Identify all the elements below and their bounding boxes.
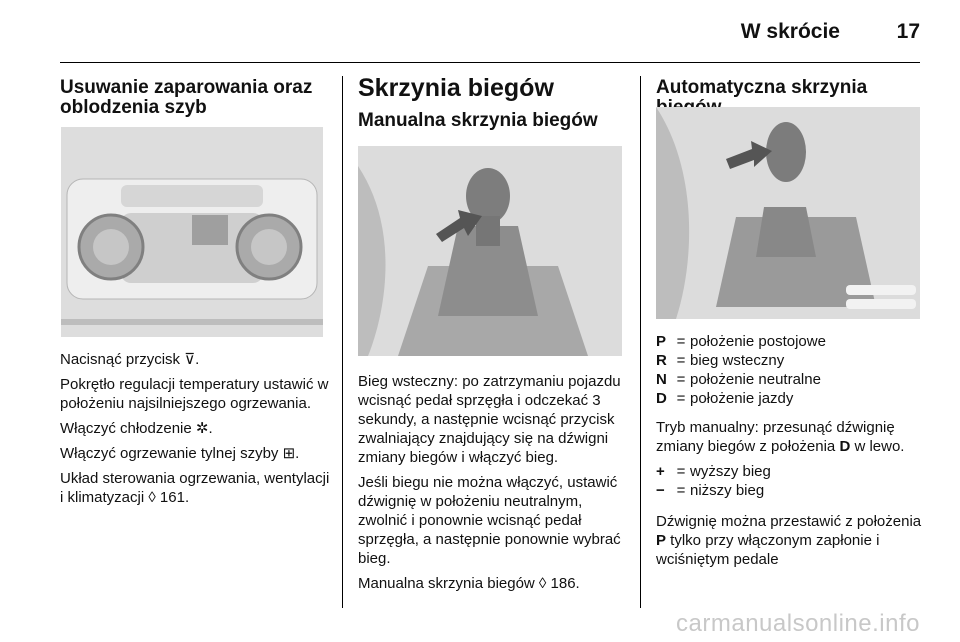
definition-key: P	[656, 333, 667, 350]
section-heading-defrost: Usuwanie zaparowania oraz oblodzenia szyb	[60, 77, 313, 118]
definition-value: położenie postojowe	[690, 333, 826, 350]
definition-value: bieg wsteczny	[690, 352, 785, 369]
definition-value: położenie neutralne	[690, 371, 821, 388]
definition-eq: =	[676, 463, 686, 480]
definition-key: D	[656, 390, 667, 407]
paragraph: Włączyć ogrzewanie tylnej szyby ⊞.	[60, 445, 300, 462]
definition-value: wyższy bieg	[690, 463, 771, 480]
paragraph: Jeśli biegu nie można włączyć, ustawić dźwignię w położeniu neutralnym, zwolnić i ponownie wcisnąć pedał sprzęgła, a następnie ponownie wybrać bieg.	[358, 474, 621, 567]
defrost-steps	[60, 350, 332, 513]
automatic-gear-figure	[656, 107, 920, 319]
paragraph: Bieg wsteczny: po zatrzymaniu pojazdu wcisnąć pedał sprzęgła i odczekać 3 sekundy, a następnie wcisnąć przycisk zwalniający znajdujący się na dźwigni zmiany biegów i włączyć bieg.	[358, 373, 621, 466]
header-divider	[60, 62, 920, 63]
minus-icon: −	[656, 482, 665, 499]
text-key: D	[839, 438, 851, 455]
definition-eq: =	[676, 352, 686, 369]
definition-eq: =	[676, 390, 686, 407]
section-title-transmission: Skrzynia biegów	[358, 74, 554, 102]
watermark: carmanualsonline.info	[676, 610, 920, 637]
shift-definition-row	[656, 462, 928, 481]
climate-panel-illustration	[61, 127, 323, 337]
paragraph: Włączyć chłodzenie ✲.	[60, 420, 213, 437]
definition-eq: =	[676, 482, 686, 499]
column-divider-2	[640, 76, 641, 608]
definition-key: N	[656, 371, 667, 388]
page-number: 17	[896, 20, 920, 43]
column-divider-1	[342, 76, 343, 608]
subsection-heading-manual: Manualna skrzynia biegów	[358, 110, 598, 131]
manual-gear-illustration	[358, 146, 622, 356]
text-run: Dźwignię można przestawić z położenia	[656, 513, 922, 530]
gear-positions-list	[656, 332, 928, 575]
automatic-gear-illustration	[656, 107, 920, 319]
paragraph: Układ sterowania ogrzewania, wentylacji i klimatyzacji ◊ 161.	[60, 470, 330, 506]
plus-icon: +	[656, 463, 665, 480]
definition-row	[656, 332, 928, 351]
paragraph: Pokrętło regulacji temperatury ustawić w położeniu najsilniejszego ogrzewania.	[60, 376, 329, 412]
paragraph: Nacisnąć przycisk ⊽.	[60, 351, 200, 368]
paragraph: Manualna skrzynia biegów ◊ 186.	[358, 575, 580, 592]
final-paragraph	[656, 512, 928, 569]
definition-row	[656, 351, 928, 370]
header-title: W skrócie	[740, 20, 840, 43]
column-transmission	[358, 74, 626, 132]
definition-eq: =	[676, 371, 686, 388]
definition-value: niższy bieg	[690, 482, 765, 499]
definition-key: R	[656, 352, 667, 369]
manual-mode-paragraph	[656, 418, 928, 456]
shift-definition-row	[656, 481, 928, 500]
section-heading-automatic: Automatyczna skrzynia	[656, 77, 868, 98]
definition-eq: =	[676, 333, 686, 350]
definition-value: położenie jazdy	[690, 390, 794, 407]
manual-transmission-text	[358, 372, 628, 599]
column-defrost	[60, 74, 328, 118]
text-run: w lewo.	[850, 438, 905, 455]
definition-row	[656, 370, 928, 389]
text-run: Tryb manualny: przesunąć dźwignię zmiany biegów z położenia	[656, 419, 895, 455]
definition-row	[656, 389, 928, 408]
climate-control-figure	[61, 127, 323, 337]
text-run: tylko przy włączonym zapłonie i wciśniętym pedale	[656, 532, 880, 568]
text-key: P	[656, 532, 667, 549]
manual-gear-figure	[358, 146, 622, 356]
